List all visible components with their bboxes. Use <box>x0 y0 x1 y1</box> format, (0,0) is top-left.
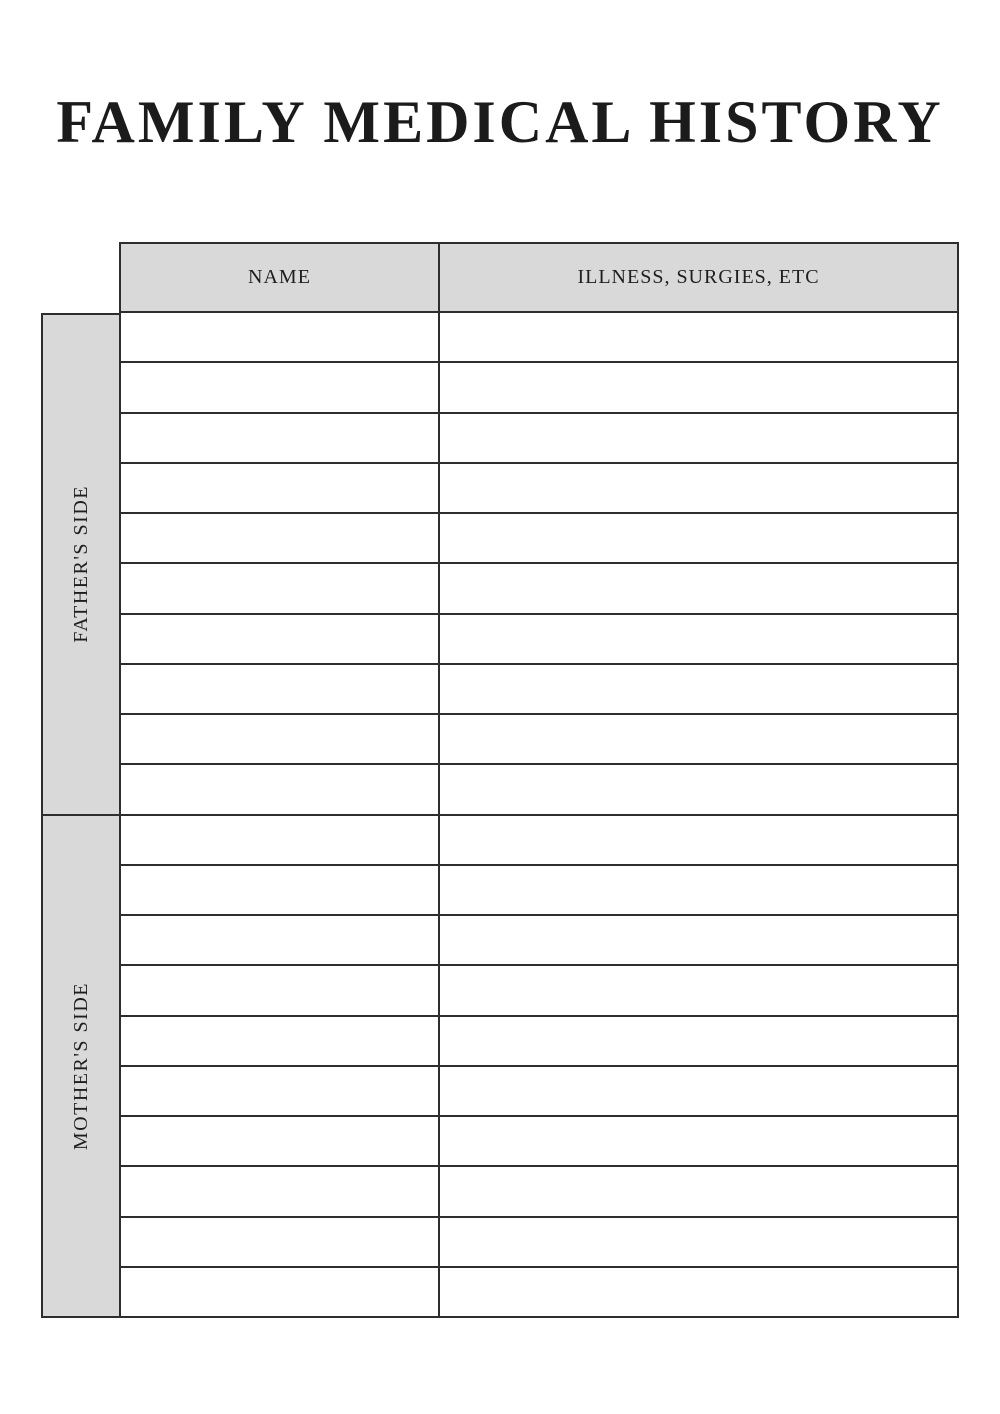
row-cell-name <box>121 966 440 1016</box>
row-cell-name <box>121 564 440 614</box>
row-cell-name <box>121 1268 440 1318</box>
row-cell-illness <box>440 1067 959 1117</box>
row-cell-illness <box>440 564 959 614</box>
row-cell-illness <box>440 313 959 363</box>
row-cell-illness <box>440 916 959 966</box>
row-cell-name <box>121 916 440 966</box>
row-cell-illness <box>440 464 959 514</box>
column-header-name: NAME <box>121 242 440 313</box>
row-cell-illness <box>440 1167 959 1217</box>
row-cell-name <box>121 514 440 564</box>
row-cell-illness <box>440 514 959 564</box>
page-title: FAMILY MEDICAL HISTORY <box>56 89 944 155</box>
row-cell-illness <box>440 1268 959 1318</box>
section-sidebar-fathers-side <box>41 313 121 816</box>
section-label-mothers-side: MOTHER'S SIDE <box>69 981 92 1150</box>
row-cell-name <box>121 1218 440 1268</box>
row-cell-illness <box>440 414 959 464</box>
row-cell-illness <box>440 966 959 1016</box>
row-cell-name <box>121 313 440 363</box>
row-cell-name <box>121 1167 440 1217</box>
row-cell-name <box>121 363 440 413</box>
row-cell-illness <box>440 765 959 815</box>
row-cell-illness <box>440 1117 959 1167</box>
row-cell-illness <box>440 665 959 715</box>
section-sidebar-mothers-side <box>41 816 121 1319</box>
row-cell-name <box>121 1017 440 1067</box>
row-cell-name <box>121 414 440 464</box>
family-medical-table <box>41 242 959 1318</box>
row-cell-illness <box>440 816 959 866</box>
row-cell-name <box>121 715 440 765</box>
row-cell-name <box>121 615 440 665</box>
row-cell-name <box>121 765 440 815</box>
row-cell-name <box>121 816 440 866</box>
row-cell-name <box>121 464 440 514</box>
row-cell-illness <box>440 1017 959 1067</box>
row-cell-name <box>121 1067 440 1117</box>
row-cell-illness <box>440 363 959 413</box>
column-header-illness: ILLNESS, SURGIES, ETC <box>440 242 959 313</box>
row-cell-name <box>121 665 440 715</box>
row-cell-illness <box>440 615 959 665</box>
row-cell-name <box>121 866 440 916</box>
row-cell-illness <box>440 1218 959 1268</box>
section-label-fathers-side: FATHER'S SIDE <box>69 485 92 644</box>
header-spacer <box>41 242 121 313</box>
row-cell-name <box>121 1117 440 1167</box>
row-cell-illness <box>440 866 959 916</box>
row-cell-illness <box>440 715 959 765</box>
